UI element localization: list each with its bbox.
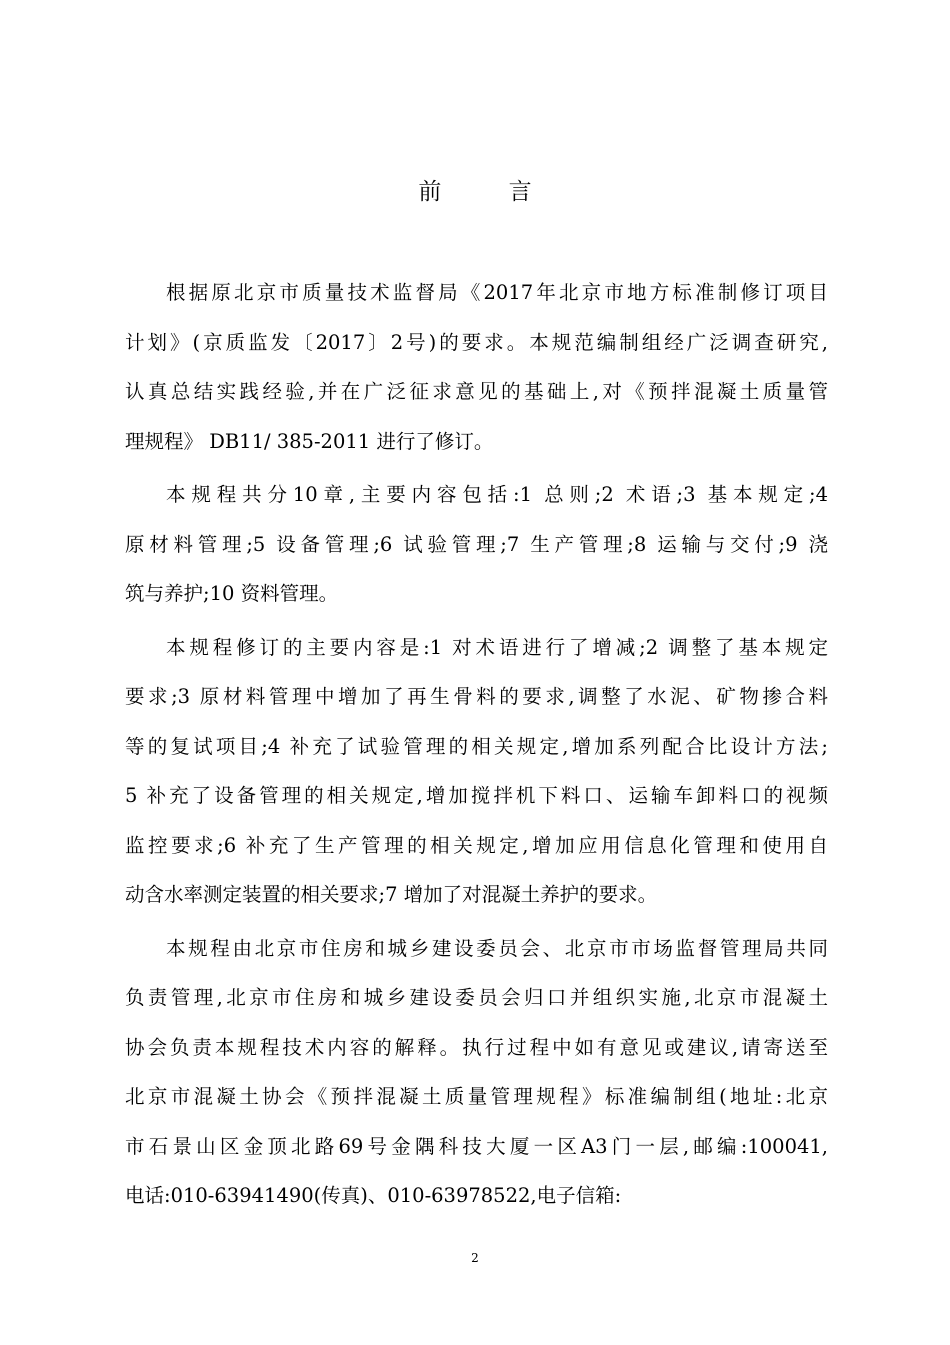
- text-line: 要求;3 原材料管理中增加了再生骨料的要求,调整了水泥、矿物掺合料: [125, 685, 828, 708]
- page-number: 2: [471, 1251, 479, 1265]
- text-line: 监控要求;6 补充了生产管理的相关规定,增加应用信息化管理和使用自: [125, 833, 828, 857]
- text-line: 原材料管理;5 设备管理;6 试验管理;7 生产管理;8 运输与交付;9 浇: [125, 532, 828, 556]
- text-line: 根据原北京市质量技术监督局《2017年北京市地方标准制修订项目: [166, 281, 828, 304]
- text-line: 认真总结实践经验,并在广泛征求意见的基础上,对《预拌混凝土质量管: [125, 380, 828, 403]
- paragraph-revisions: [125, 623, 828, 920]
- text-line: 等的复试项目;4 补充了试验管理的相关规定,增加系列配合比设计方法;: [125, 734, 828, 758]
- text-line: 北京市混凝土协会《预拌混凝土质量管理规程》标准编制组(地址:北京: [125, 1085, 828, 1108]
- text-line: 筑与养护;10 资料管理。: [125, 582, 339, 605]
- text-line: 协会负责本规程技术内容的解释。执行过程中如有意见或建议,请寄送至: [125, 1035, 828, 1059]
- text-line: 市石景山区金顶北路69号金隅科技大厦一区A3门一层,邮编:100041,: [125, 1134, 828, 1158]
- text-line: 5 补充了设备管理的相关规定,增加搅拌机下料口、运输车卸料口的视频: [125, 784, 828, 807]
- text-line: 计划》(京质监发〔2017〕2号)的要求。本规范编制组经广泛调查研究,: [125, 330, 828, 354]
- text-line: 动含水率测定装置的相关要求;7 增加了对混凝土养护的要求。: [125, 883, 658, 906]
- preface-body: [125, 268, 828, 1225]
- page-title: 前 言: [418, 179, 562, 205]
- text-line: 本规程由北京市住房和城乡建设委员会、北京市市场监督管理局共同: [166, 936, 828, 960]
- text-line: 本规程修订的主要内容是:1 对术语进行了增减;2 调整了基本规定: [166, 635, 828, 659]
- paragraph-chapters: [125, 470, 828, 619]
- text-line: 负责管理,北京市住房和城乡建设委员会归口并组织实施,北京市混凝土: [125, 986, 828, 1009]
- text-line: 理规程》 DB11/ 385-2011 进行了修订。: [125, 429, 494, 453]
- text-line: 本规程共分10章,主要内容包括:1 总则;2 术语;3 基本规定;4: [166, 483, 828, 506]
- paragraph-management: [125, 924, 828, 1221]
- text-line: 电话:010-63941490(传真)、010-63978522,电子信箱:: [125, 1184, 622, 1207]
- paragraph-basis: [125, 268, 828, 466]
